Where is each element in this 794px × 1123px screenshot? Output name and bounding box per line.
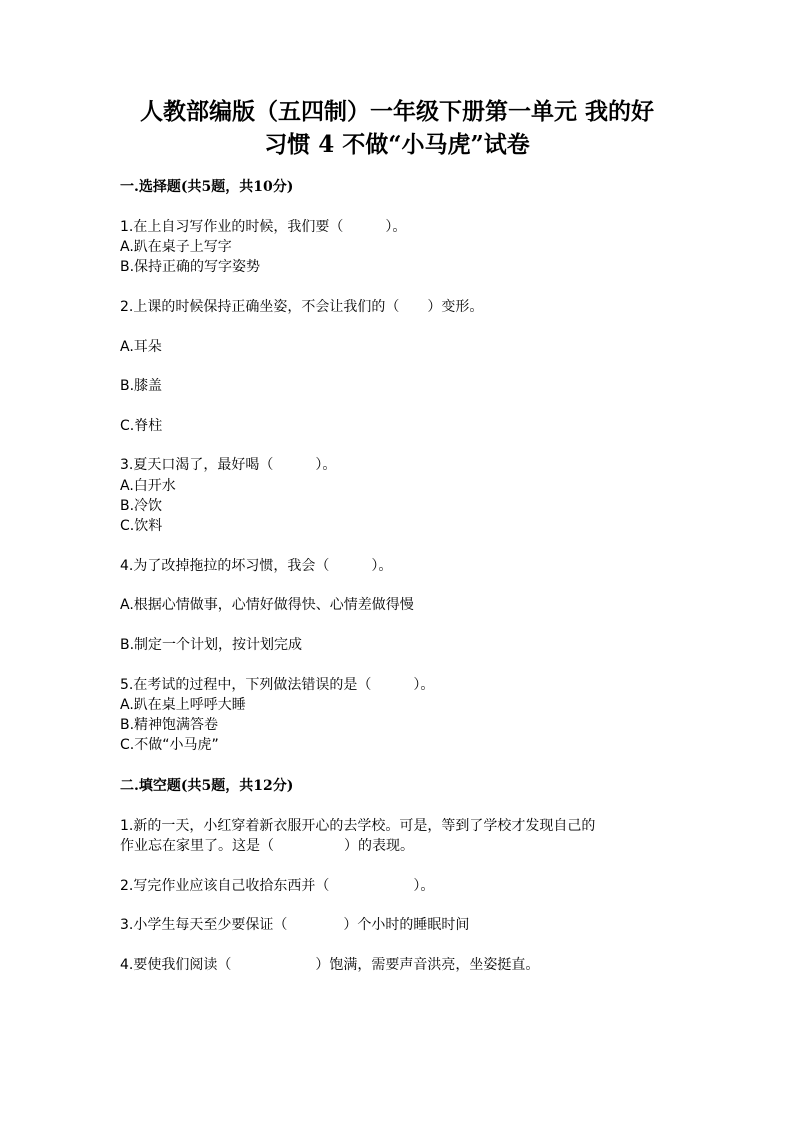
fill-q3: 3.小学生每天至少要保证（ ）个小时的睡眠时间 [120,917,470,933]
section-choice-heading: 一.选择题(共5题，共10分) [120,179,294,195]
choice-q4-option-b: B.制定一个计划，按计划完成 [120,637,303,653]
choice-q5-option-c: C.不做“小马虎” [120,737,219,753]
choice-q5-option-a: A.趴在桌上呼呼大睡 [120,697,246,713]
fill-q2: 2.写完作业应该自己收拾东西并（ ）。 [120,878,435,894]
choice-q2-option-b: B.膝盖 [120,378,163,394]
choice-q3-option-c: C.饮料 [120,518,163,534]
fill-q1-line-2: 作业忘在家里了。这是（ ）的表现。 [120,838,414,854]
exam-title-line-1: 人教部编版（五四制）一年级下册第一单元 我的好 [139,98,654,125]
choice-q4-stem: 4.为了改掉拖拉的坏习惯，我会（ ）。 [120,558,393,574]
choice-q3-option-a: A.白开水 [120,478,176,494]
choice-q5-stem: 5.在考试的过程中，下列做法错误的是（ ）。 [120,677,435,693]
fill-q4: 4.要使我们阅读（ ）饱满，需要声音洪亮，坐姿挺直。 [120,957,540,973]
section-fill-heading: 二.填空题(共5题，共12分) [120,778,294,794]
choice-q1-option-a: A.趴在桌子上写字 [120,239,232,255]
fill-q1-line-1: 1.新的一天，小红穿着新衣服开心的去学校。可是，等到了学校才发现自己的 [120,818,596,834]
choice-q3-option-b: B.冷饮 [120,498,163,514]
exam-title-line-2: 习惯 4 不做“小马虎”试卷 [264,131,530,158]
choice-q1-option-b: B.保持正确的写字姿势 [120,259,261,275]
choice-q2-option-c: C.脊柱 [120,418,163,434]
choice-q4-option-a: A.根据心情做事，心情好做得快、心情差做得慢 [120,597,414,613]
choice-q2-stem: 2.上课的时候保持正确坐姿，不会让我们的（ ）变形。 [120,299,484,315]
choice-q3-stem: 3.夏天口渴了，最好喝（ ）。 [120,457,337,473]
choice-q2-option-a: A.耳朵 [120,339,162,355]
choice-q5-option-b: B.精神饱满答卷 [120,717,219,733]
choice-q1-stem: 1.在上自习写作业的时候，我们要（ ）。 [120,219,407,235]
